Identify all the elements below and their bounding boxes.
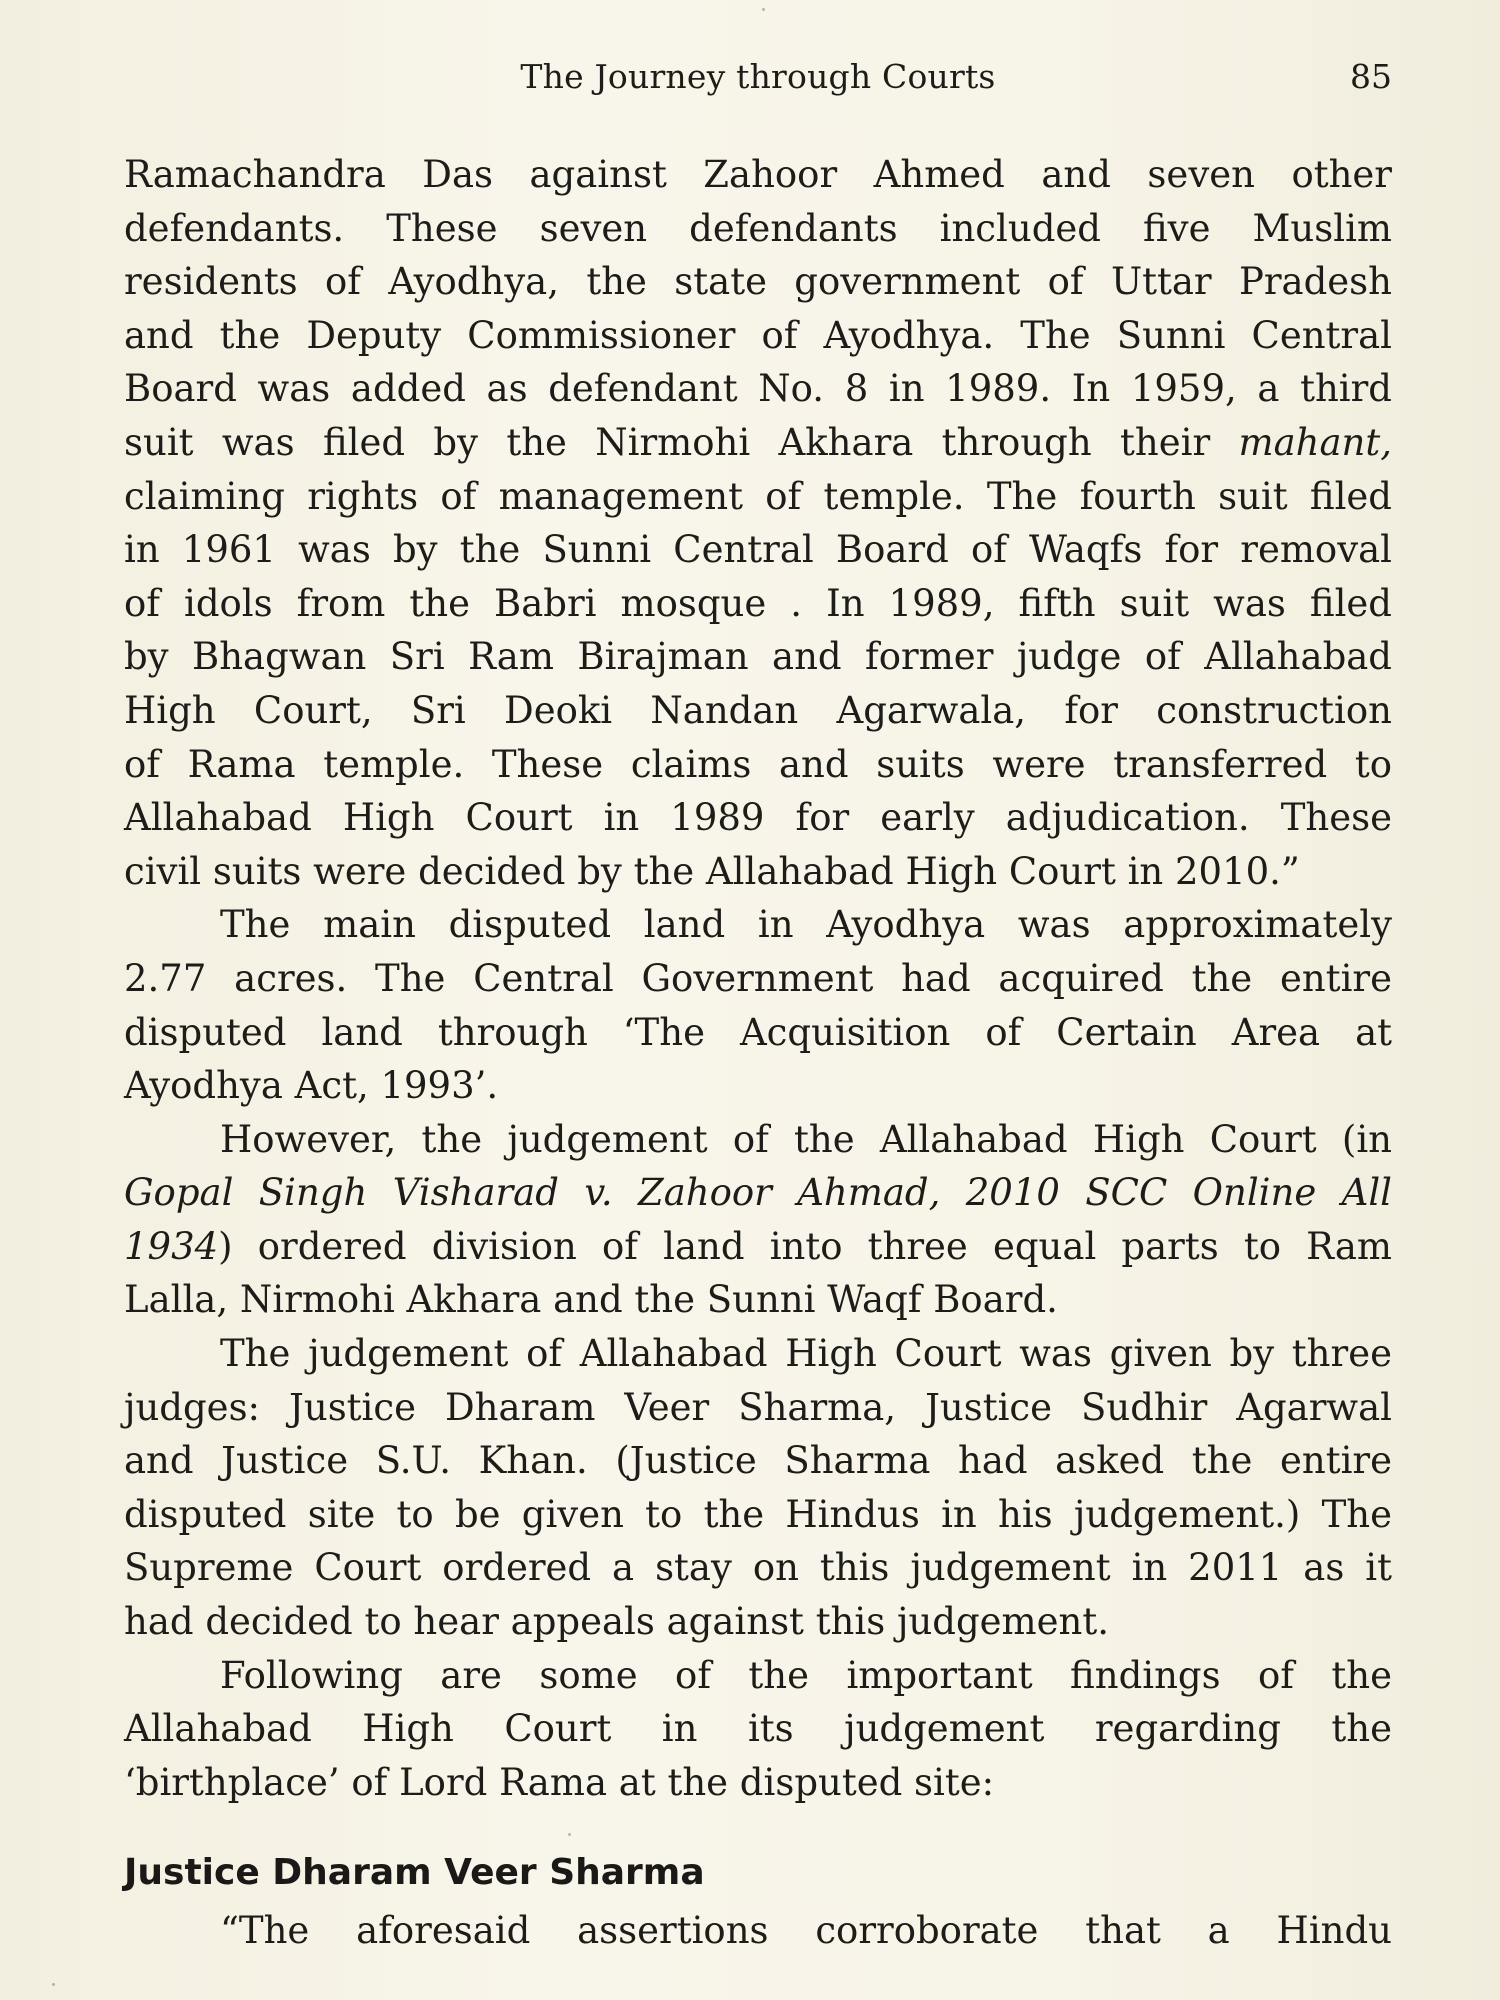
body-text: [124, 148, 1392, 1809]
text-line: claiming rights of management of temple. The fourth suit filed: [124, 474, 1392, 518]
text-line: However, the judgement of the Allahabad High Court (in: [220, 1117, 1392, 1161]
paper-speck: [762, 8, 765, 11]
text-line: Board was added as defendant No. 8 in 1989. In 1959, a third: [124, 367, 1392, 411]
text-line: civil suits were decided by the Allahabad High Court in 2010.”: [124, 849, 1300, 893]
text-line: of idols from the Babri mosque . In 1989, fifth suit was filed: [124, 581, 1392, 625]
text-line: disputed land through ‘The Acquisition of Certain Area at: [124, 1010, 1392, 1054]
text-line: disputed site to be given to the Hindus in his judgement.) The: [124, 1492, 1392, 1536]
text-line-with-italic: [124, 416, 1392, 470]
text-line: The main disputed land in Ayodhya was approximately: [220, 903, 1392, 947]
text-line: Lalla, Nirmohi Akhara and the Sunni Waqf Board.: [124, 1278, 1058, 1322]
italic-term-mahant: mahant,: [1238, 420, 1392, 464]
text-line: Allahabad High Court in 1989 for early adjudication. These: [124, 796, 1392, 840]
paragraph-4: [124, 1327, 1392, 1649]
text-line: Ramachandra Das against Zahoor Ahmed and seven other: [124, 153, 1392, 196]
text-line: Ayodhya Act, 1993’.: [124, 1064, 499, 1108]
text-line: and the Deputy Commissioner of Ayodhya. The Sunni Central: [124, 313, 1392, 357]
paper-speck: [568, 1833, 571, 1836]
text-segment: suit was filed by the Nirmohi Akhara through their: [124, 420, 1239, 464]
section-heading: Justice Dharam Veer Sharma: [124, 1852, 705, 1893]
paragraph-2: [124, 898, 1392, 1112]
page-header: [124, 52, 1392, 102]
text-segment: ) ordered division of land into three equal parts to Ram: [218, 1224, 1392, 1268]
paragraph-3: [124, 1113, 1392, 1327]
text-line: High Court, Sri Deoki Nandan Agarwala, for construction: [124, 688, 1392, 732]
paragraph-1: [124, 148, 1392, 898]
quote-opening-line: “The aforesaid assertions corroborate that a Hindu: [220, 1909, 1392, 1952]
text-line: by Bhagwan Sri Ram Birajman and former judge of Allahabad: [124, 635, 1392, 679]
citation-number: 1934: [124, 1224, 219, 1268]
text-line: defendants. These seven defendants included five Muslim: [124, 206, 1392, 250]
text-line-with-italic: [124, 1220, 1392, 1274]
text-line: residents of Ayodhya, the state government of Uttar Pradesh: [124, 260, 1392, 304]
page-number: 85: [1350, 57, 1392, 96]
text-line: judges: Justice Dharam Veer Sharma, Justice Sudhir Agarwal: [124, 1385, 1392, 1429]
text-line: 2.77 acres. The Central Government had acquired the entire: [124, 956, 1392, 1000]
text-line: and Justice S.U. Khan. (Justice Sharma had asked the entire: [124, 1439, 1392, 1483]
text-line: in 1961 was by the Sunni Central Board of Waqfs for removal: [124, 528, 1392, 572]
case-citation: Gopal Singh Visharad v. Zahoor Ahmad, 2010 SCC Online All: [124, 1171, 1392, 1215]
running-title: The Journey through Courts: [520, 57, 996, 96]
text-line: had decided to hear appeals against this judgement.: [124, 1600, 1109, 1644]
text-line: of Rama temple. These claims and suits were transferred to: [124, 742, 1392, 786]
paragraph-5: [124, 1649, 1392, 1810]
text-line-italic-citation: [124, 1166, 1392, 1220]
text-line: Allahabad High Court in its judgement regarding the: [124, 1707, 1392, 1751]
paper-speck: [52, 1983, 55, 1986]
text-line: Supreme Court ordered a stay on this judgement in 2011 as it: [124, 1546, 1392, 1590]
text-line: The judgement of Allahabad High Court was given by three: [220, 1332, 1392, 1376]
text-line: Following are some of the important findings of the: [220, 1653, 1392, 1697]
text-line: ‘birthplace’ of Lord Rama at the disputed site:: [124, 1760, 995, 1804]
